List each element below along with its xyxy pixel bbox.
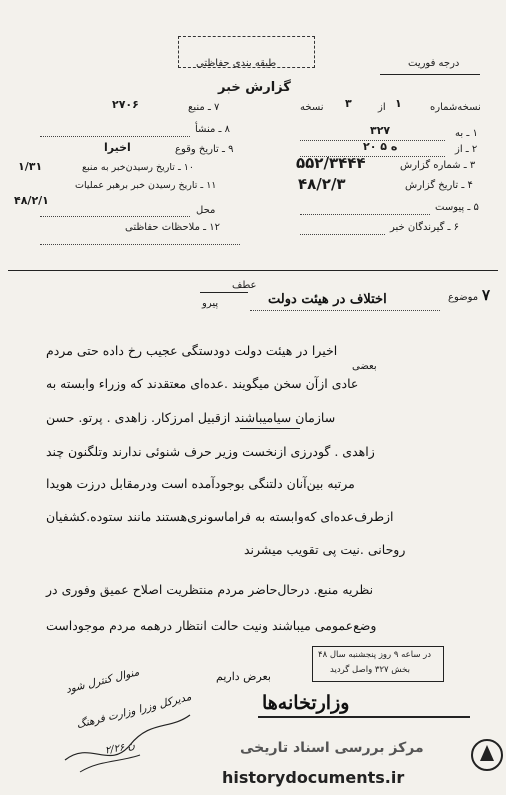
field-value-from: ۲۰ ه ۵ <box>363 140 398 153</box>
margin-note: بعرض داریم <box>216 670 271 683</box>
annotation-line-1: منوال کنترل شود <box>64 666 141 696</box>
field-label-of: از <box>378 102 386 113</box>
attachment-dotted-line <box>300 214 430 215</box>
field-label-date-received-operations: ۱۱ ـ تاریخ رسیدن خبر برهبر عملیات <box>75 180 217 191</box>
urgency-underline <box>380 74 480 75</box>
field-label-to: ۱ ـ به <box>455 128 478 139</box>
field-label-security-notes: ۱۲ ـ ملاحظات حفاظتی <box>125 222 220 233</box>
body-line-5: مرتبه بین‌آنان دلتنگی بوجودآمده است ودرمقابل درزت هویدا <box>46 476 355 491</box>
subject-payro-label: پیرو <box>202 298 219 309</box>
field-value-occurrence-date: اخیرا <box>104 141 131 154</box>
field-label-report-date: ۴ ـ تاریخ گزارش <box>405 180 473 191</box>
subject-value: اختلاف در هیئت دولت <box>268 292 387 307</box>
subject-atf-label: عطف <box>232 280 257 291</box>
origin-dotted-line <box>40 136 190 137</box>
field-label-attachment: ۵ ـ پیوست <box>435 202 479 213</box>
atf-rule <box>200 292 248 293</box>
body-line-3: سازمان سیامیباشند ازقبیل امرزکار. زاهدی . پرتو. حسن <box>46 410 336 425</box>
body-insertion: بعضی <box>352 361 377 372</box>
field-value-copy-number: ۱ <box>395 97 402 110</box>
field-value-date-received-source: ۱/۳۱ <box>18 160 43 173</box>
field-label-place: محل <box>196 205 216 216</box>
classification-label: طبقه بندی حفاظتی <box>196 58 277 69</box>
field-value-to: ۳۲۷ <box>370 124 391 137</box>
watermark-archive-name: مرکز بررسی اسناد تاریخی <box>240 740 424 756</box>
field-value-of: ۳ <box>345 97 352 110</box>
signature-scribble <box>60 700 220 780</box>
ministries-underline <box>258 716 470 718</box>
field-value-source: ۲۷۰۶ <box>112 98 139 111</box>
field-label-copy-number: نسخه‌شماره <box>430 102 481 113</box>
recipients-dotted-line <box>300 234 385 235</box>
body-line-9: وضع‌عمومی میباشند ونیت حالت انتظار درهمه مردم موجوداست <box>46 618 377 633</box>
urgency-label: درجه فوریت <box>408 58 460 69</box>
security-dotted-line <box>40 244 240 245</box>
archive-logo-icon <box>470 735 504 775</box>
report-title: گزارش خبر <box>218 80 291 95</box>
place-dotted-line <box>40 216 190 217</box>
field-label-recipients: ۶ ـ گیرندگان خبر <box>390 222 460 233</box>
body-line-6: ازطرف‌عده‌ای که‌وابسته به فراماسونری‌هستند مانند ستوده.کشفیان <box>46 509 394 524</box>
subject-label: موضوع <box>448 292 479 303</box>
ministries-heading: وزارتخانه‌ها <box>262 692 350 714</box>
field-label-report-number: ۳ ـ شماره گزارش <box>400 160 476 171</box>
watermark-url: historydocuments.ir <box>222 768 405 787</box>
body-line-4: زاهدی . گودرزی ازنخست وزیر حرف شنوئی ندارند وتلگنون چند <box>46 444 375 459</box>
body-line-8: نظریه منبع. درحال‌حاضر مردم منتظریت اصلاح عمیق وفوری در <box>46 582 374 597</box>
stamp-line-2: بخش ۳۲۷ واصل گردید <box>330 665 410 675</box>
header-separator <box>8 270 498 271</box>
field-label-origin: ۸ ـ منشأ <box>195 124 231 135</box>
field-label-from: ۲ ـ از <box>455 144 478 155</box>
body-line-7: روحانی .نیت پی تقویب میشرند <box>244 542 406 557</box>
annotation-line-2: مدیرکل وزرا وزارت فرهنگ <box>75 690 193 732</box>
body-line-1: اخیرا در هیئت دولت دودستگی عجیب رخ داده حتی مردم <box>46 343 338 358</box>
field-label-source: ۷ ـ منبع <box>188 102 220 113</box>
field-label-copy: نسخه <box>300 102 324 113</box>
field-label-date-received-source: ۱۰ ـ تاریخ رسیدن‌خبر به منبع <box>82 162 194 173</box>
field-value-report-number: ۵۵۲/۳۴۴۴ <box>296 154 366 172</box>
subject-number: ۷ <box>482 286 491 304</box>
body-line-2: عادی ازآن سخن میگویند .عده‌ای معتقدند که وزراء وابسته به <box>46 376 359 391</box>
field-label-occurrence-date: ۹ ـ تاریخ وقوع <box>175 144 234 155</box>
annotation-line-3: ن ۲/۲۶ <box>104 740 136 757</box>
field-value-date-received-operations: ۴۸/۲/۱ <box>14 194 49 207</box>
subject-dotted-line <box>250 310 440 311</box>
stamp-line-1: در ساعه ۹ روز پنجشنبه سال ۴۸ <box>318 650 432 660</box>
body-underline <box>240 428 300 429</box>
field-value-report-date: ۴۸/۲/۳ <box>298 175 346 193</box>
